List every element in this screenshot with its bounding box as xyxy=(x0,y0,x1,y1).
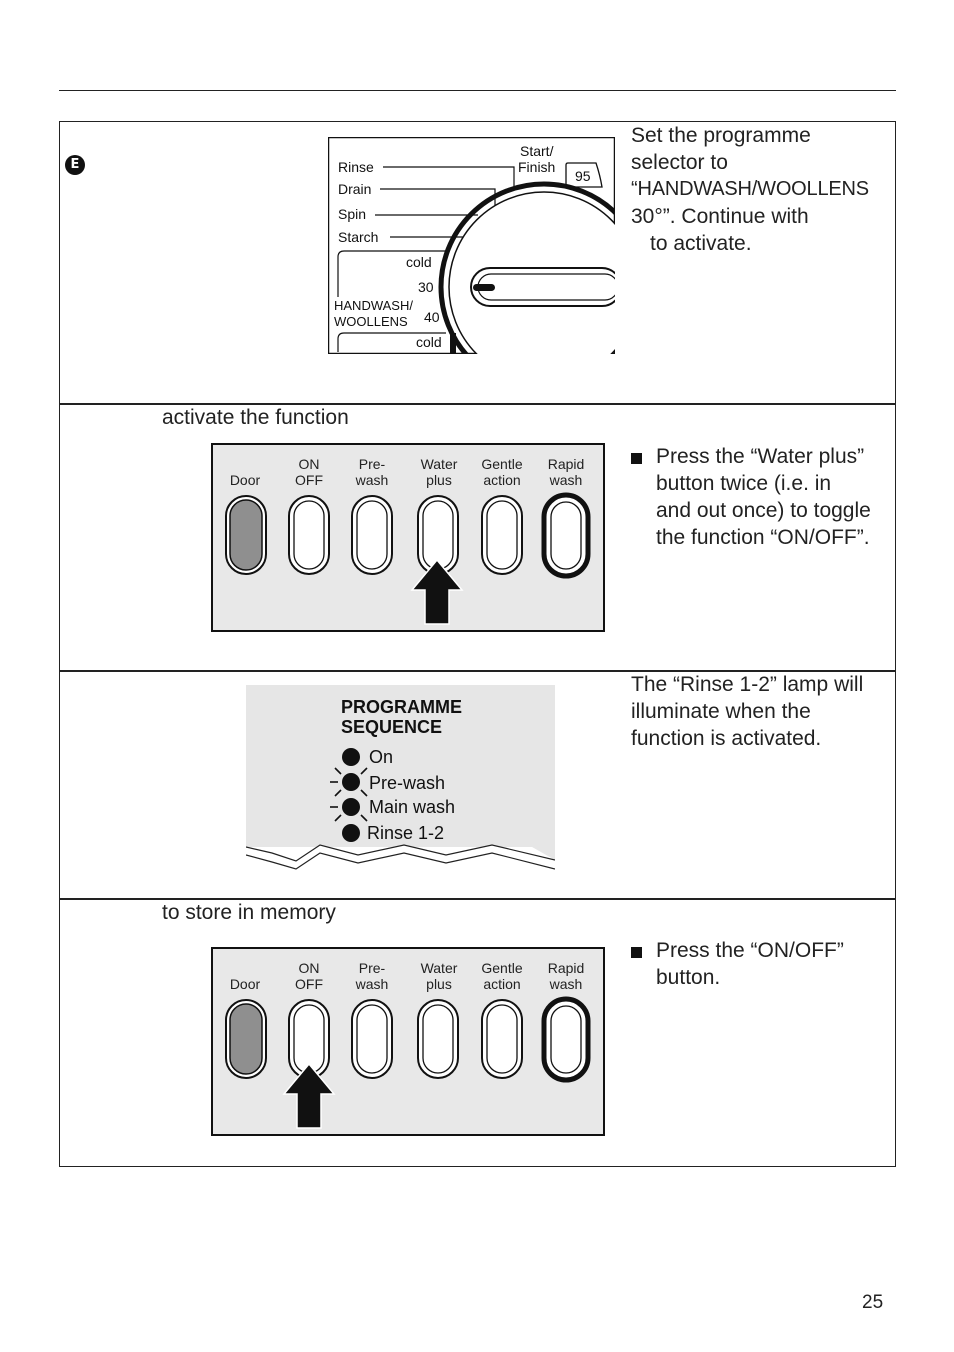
dial-label-95: 95 xyxy=(575,168,591,184)
dial-label-40: 40 xyxy=(424,309,440,325)
button-panel-water-plus xyxy=(211,443,605,632)
sequence-title-line-2: SEQUENCE xyxy=(341,717,443,737)
bullet-square-icon xyxy=(631,453,642,464)
step-e-instruction-line-3: “HANDWASH/WOOLLENS xyxy=(631,178,869,200)
dial-label-starch: Starch xyxy=(338,229,379,245)
store-heading: to store in memory xyxy=(162,901,336,924)
door-button[interactable] xyxy=(226,1000,266,1078)
lamp-rinse-indicator xyxy=(342,824,360,842)
sequence-description-line-2: illuminate when the xyxy=(631,700,811,723)
button-label-pre: Pre- xyxy=(358,456,386,472)
store-bullet-line-1: Press the “ON/OFF” xyxy=(656,939,844,962)
dial-label-drain: Drain xyxy=(338,181,372,197)
button-label-plus: plus xyxy=(426,976,452,992)
rapid-wash-button[interactable] xyxy=(544,999,588,1080)
button-label-action: action xyxy=(483,976,521,992)
programme-sequence-panel xyxy=(246,685,555,881)
activate-bullet-line-2: button twice (i.e. in xyxy=(656,472,832,495)
rapid-wash-button[interactable] xyxy=(544,495,588,576)
bullet-square-icon xyxy=(631,947,642,958)
page-number: 25 xyxy=(862,1292,884,1313)
lamp-label-main-wash: Main wash xyxy=(369,797,456,817)
pre-wash-button[interactable] xyxy=(352,1000,392,1078)
button-label-door: Door xyxy=(229,976,261,992)
pre-wash-button[interactable] xyxy=(352,496,392,574)
step-e-instruction-line-4: 30°”. Continue with xyxy=(631,205,809,228)
button-label-wash-pre: wash xyxy=(355,472,389,488)
button-label-action: action xyxy=(483,472,521,488)
activate-bullet-line-4: the function “ON/OFF”. xyxy=(656,526,870,549)
step-e-instruction-line-2: selector to xyxy=(631,151,728,174)
dial-label-finish: Finish xyxy=(518,159,556,175)
step-e-instruction-line-1: Set the programme xyxy=(631,124,811,147)
gentle-action-button[interactable] xyxy=(482,1000,522,1078)
button-label-water: Water xyxy=(420,960,458,976)
sequence-title-line-1: PROGRAMME xyxy=(341,697,462,717)
store-bullet-line-2: button. xyxy=(656,966,721,989)
sequence-description-line-3: function is activated. xyxy=(631,727,822,750)
button-label-gentle: Gentle xyxy=(481,456,523,472)
activate-bullet-line-1: Press the “Water plus” xyxy=(656,445,865,468)
dial-label-cold-bottom: cold xyxy=(416,334,442,350)
button-label-on: ON xyxy=(298,960,320,976)
button-label-gentle: Gentle xyxy=(481,960,523,976)
button-label-rapid: Rapid xyxy=(547,456,585,472)
button-label-on: ON xyxy=(298,456,320,472)
button-label-off: OFF xyxy=(295,472,323,488)
lamp-label-rinse: Rinse 1-2 xyxy=(367,823,445,843)
sequence-description-line-1: The “Rinse 1-2” lamp will xyxy=(631,673,864,696)
dial-label-spin: Spin xyxy=(338,206,367,222)
knob-indicator xyxy=(473,284,495,291)
lamp-on-indicator xyxy=(342,748,360,766)
lamp-label-pre-wash: Pre-wash xyxy=(369,773,446,793)
programme-selector-dial-panel xyxy=(328,137,615,354)
button-label-wash-rapid: wash xyxy=(549,976,583,992)
activate-heading: activate the function xyxy=(162,406,349,429)
lamp-label-on: On xyxy=(369,747,394,767)
dial-label-30: 30 xyxy=(418,279,434,295)
button-label-water: Water xyxy=(420,456,458,472)
on-off-button[interactable] xyxy=(289,496,329,574)
button-label-rapid: Rapid xyxy=(547,960,585,976)
dial-label-cold-top: cold xyxy=(406,254,432,270)
gentle-action-button[interactable] xyxy=(482,496,522,574)
button-label-door: Door xyxy=(229,472,261,488)
button-label-wash-pre: wash xyxy=(355,976,389,992)
button-label-plus: plus xyxy=(426,472,452,488)
button-label-off: OFF xyxy=(295,976,323,992)
dial-label-start: Start/ xyxy=(520,143,554,159)
dial-label-rinse: Rinse xyxy=(338,159,374,175)
top-rule xyxy=(59,90,896,91)
button-panel-on-off xyxy=(211,947,605,1136)
button-label-wash-rapid: wash xyxy=(549,472,583,488)
dial-label-handwash: HANDWASH/ xyxy=(334,298,413,313)
dial-label-woollens: WOOLLENS xyxy=(334,314,408,329)
activate-bullet-line-3: and out once) to toggle xyxy=(656,499,871,522)
button-label-pre: Pre- xyxy=(358,960,386,976)
step-e-instruction-line-5: to activate. xyxy=(650,232,752,255)
water-plus-button[interactable] xyxy=(418,1000,458,1078)
step-e-badge: E xyxy=(65,155,85,175)
door-button[interactable] xyxy=(226,496,266,574)
